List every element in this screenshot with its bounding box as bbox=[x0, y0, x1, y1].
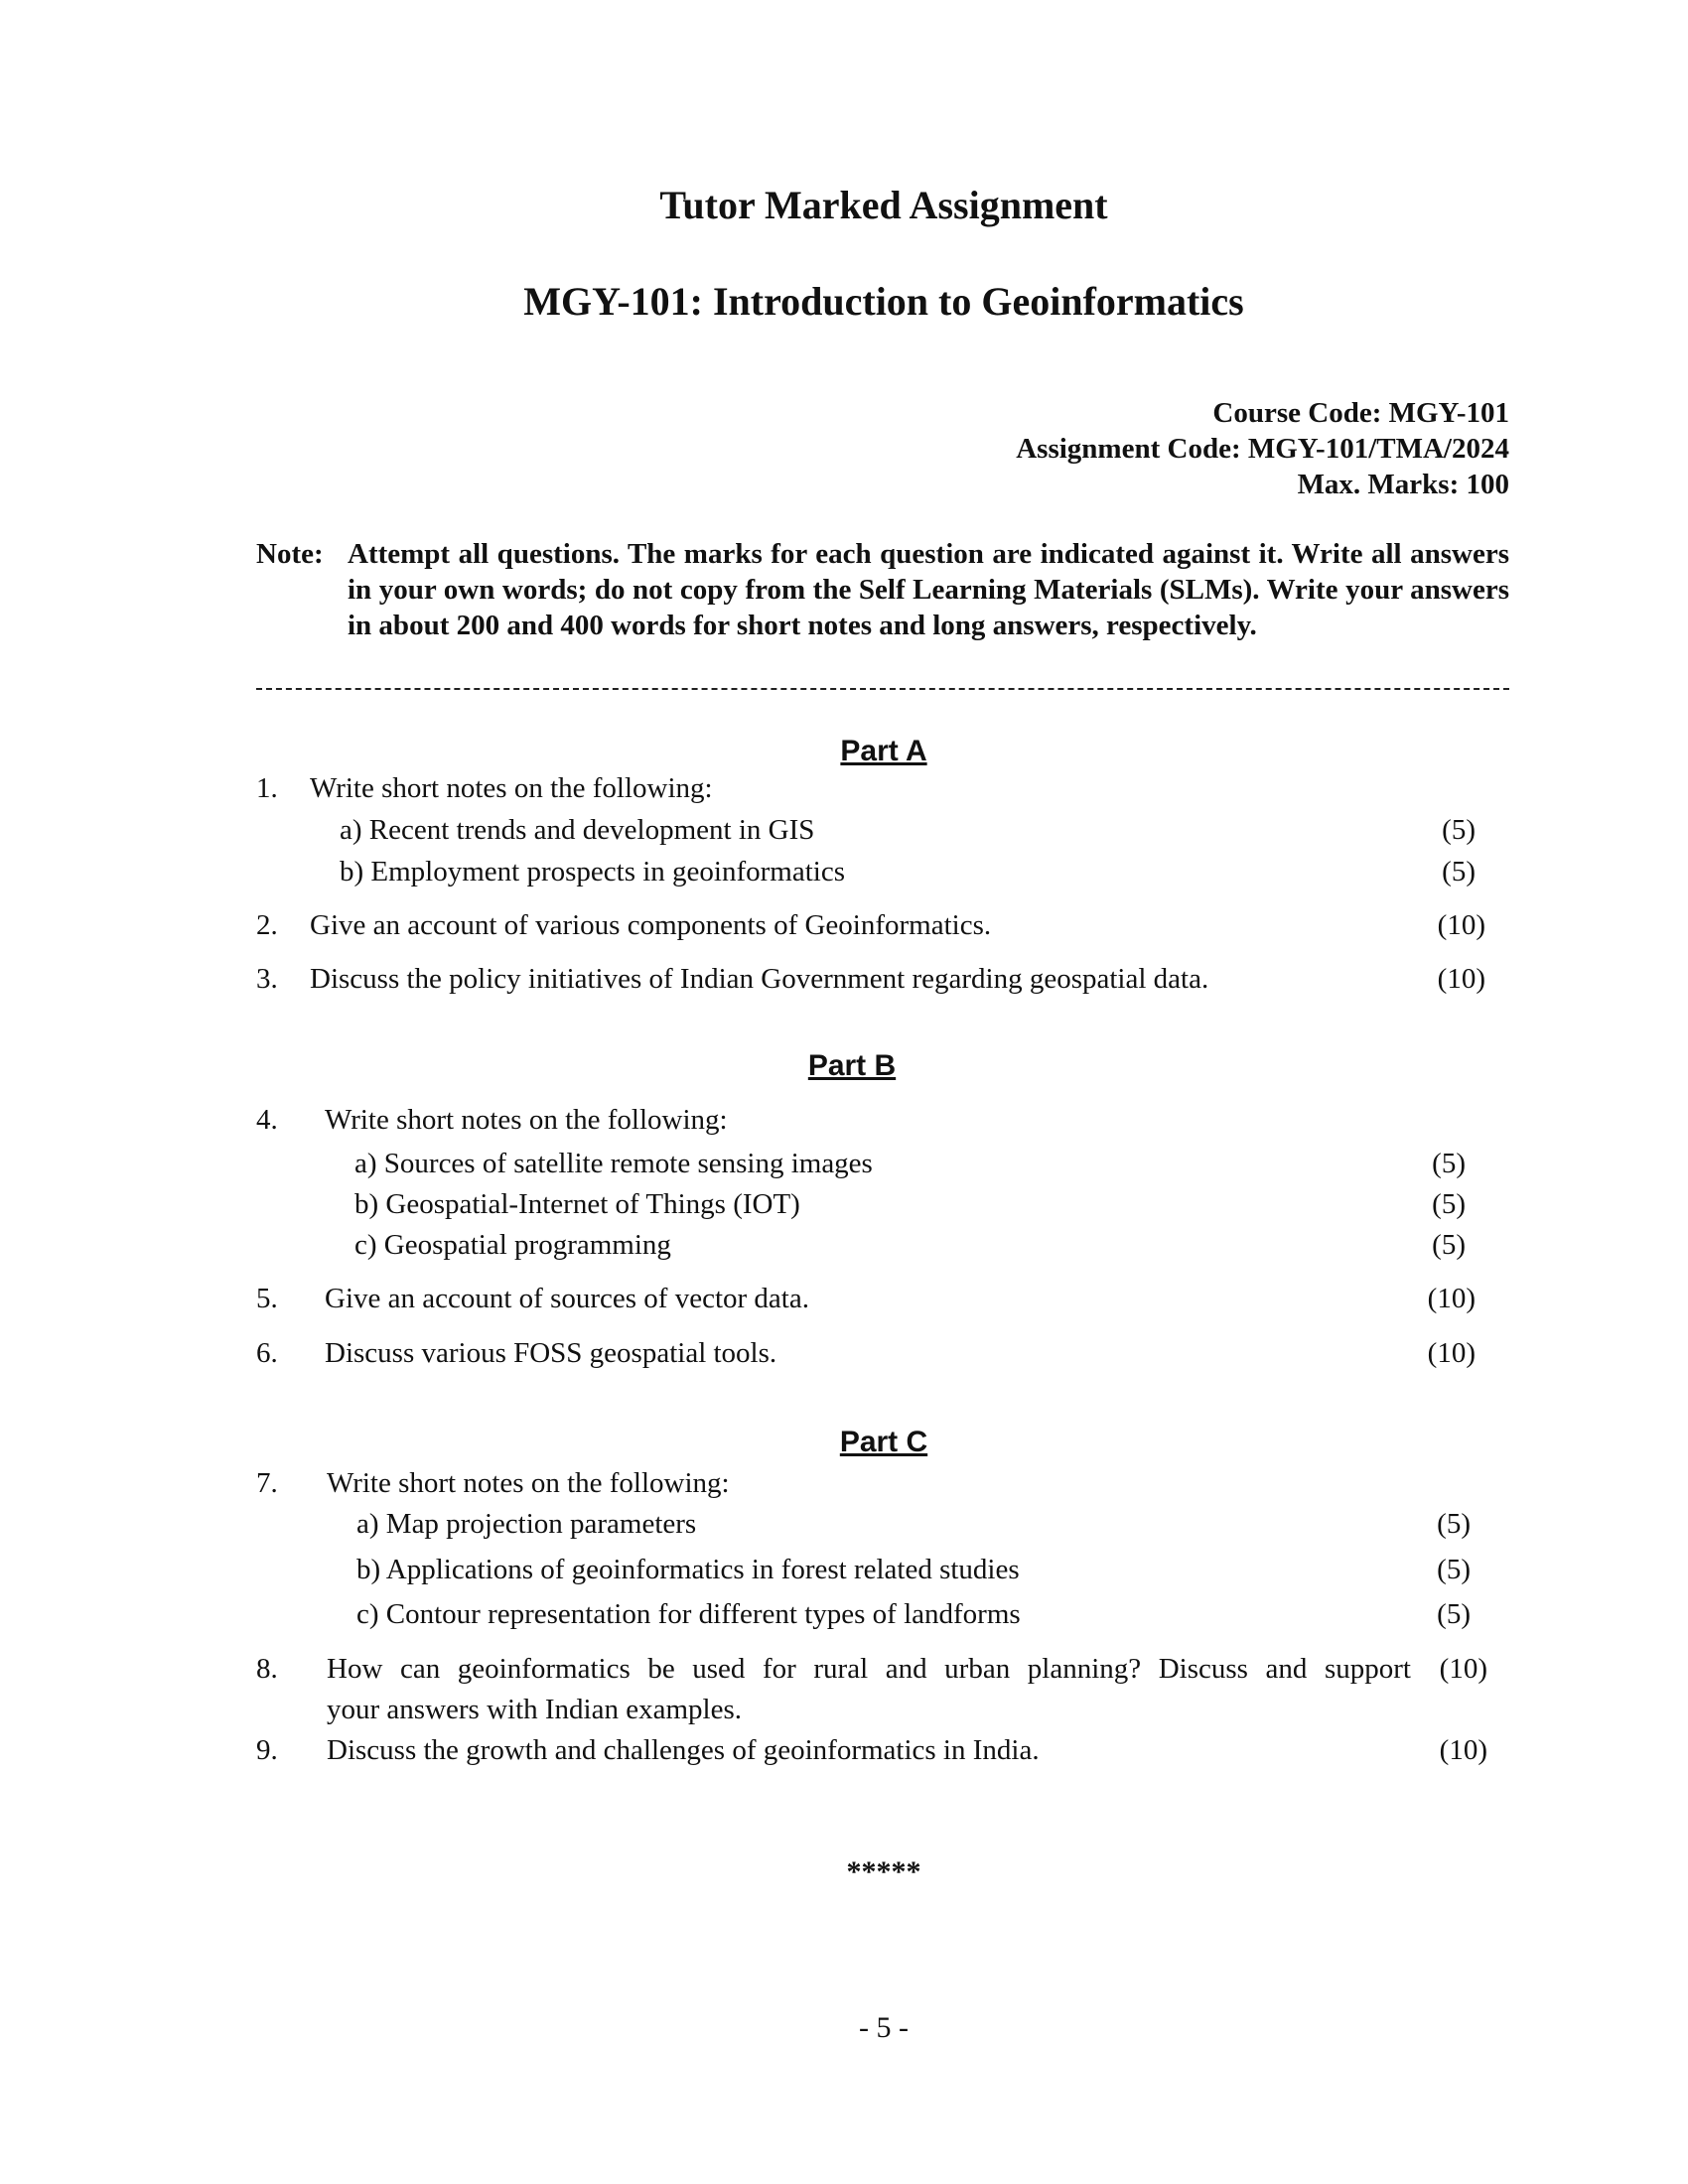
course-code: Course Code: MGY-101 bbox=[1212, 397, 1509, 429]
question-text: Give an account of sources of vector data. bbox=[325, 1283, 809, 1314]
subpart-marks: (5) bbox=[1437, 1598, 1471, 1630]
question-text-continued: your answers with Indian examples. bbox=[327, 1694, 742, 1725]
question-number: 4. bbox=[256, 1104, 278, 1136]
subpart-marks: (5) bbox=[1432, 1148, 1466, 1179]
question-number: 7. bbox=[256, 1467, 278, 1499]
subpart-text: c) Geospatial programming bbox=[354, 1229, 671, 1261]
part-b-heading: Part B bbox=[807, 1049, 897, 1082]
question-marks: (10) bbox=[1427, 1283, 1476, 1314]
question-number: 2. bbox=[256, 909, 278, 941]
divider bbox=[256, 688, 1509, 690]
part-c-heading: Part C bbox=[839, 1426, 928, 1458]
max-marks: Max. Marks: 100 bbox=[1297, 469, 1509, 500]
subpart-text: b) Geospatial-Internet of Things (IOT) bbox=[354, 1188, 800, 1220]
subpart-text: b) Employment prospects in geoinformatics bbox=[340, 856, 846, 887]
page-number: - 5 - bbox=[859, 2011, 909, 2044]
question-number: 3. bbox=[256, 963, 278, 995]
question-marks: (10) bbox=[1437, 909, 1485, 941]
note-label: Note: bbox=[256, 538, 324, 570]
question-marks: (10) bbox=[1437, 963, 1485, 995]
question-text: Write short notes on the following: bbox=[327, 1467, 730, 1499]
question-number: 1. bbox=[256, 772, 278, 804]
question-number: 5. bbox=[256, 1283, 278, 1314]
question-text: How can geoinformatics be used for rural and urban planning? Discuss and support bbox=[327, 1653, 1411, 1685]
end-marker: ***** bbox=[846, 1855, 921, 1888]
subpart-text: a) Sources of satellite remote sensing images bbox=[354, 1148, 873, 1179]
subpart-marks: (5) bbox=[1442, 856, 1476, 887]
subpart-text: b) Applications of geoinformatics in forest related studies bbox=[356, 1554, 1020, 1585]
question-number: 8. bbox=[256, 1653, 278, 1685]
question-text: Give an account of various components of Geoinformatics. bbox=[310, 909, 992, 941]
question-number: 6. bbox=[256, 1337, 278, 1369]
question-text: Discuss the policy initiatives of Indian Government regarding geospatial data. bbox=[310, 963, 1209, 995]
subpart-marks: (5) bbox=[1432, 1188, 1466, 1220]
note-text: Attempt all questions. The marks for each question are indicated against it. Write all answers in your own words; do not copy from the Self Learning Materials (SLMs). Write your answers in about 200 and 400 words for short notes and long answers, respectively. bbox=[348, 538, 1509, 641]
question-number: 9. bbox=[256, 1734, 278, 1766]
question-text: Discuss the growth and challenges of geoinformatics in India. bbox=[327, 1734, 1040, 1766]
subpart-marks: (5) bbox=[1432, 1229, 1466, 1261]
assignment-code: Assignment Code: MGY-101/TMA/2024 bbox=[1016, 433, 1509, 465]
question-marks: (10) bbox=[1427, 1337, 1476, 1369]
subpart-text: a) Recent trends and development in GIS bbox=[340, 814, 815, 846]
document-title: Tutor Marked Assignment bbox=[659, 183, 1108, 227]
subpart-text: a) Map projection parameters bbox=[356, 1508, 697, 1540]
subpart-marks: (5) bbox=[1442, 814, 1476, 846]
question-text: Discuss various FOSS geospatial tools. bbox=[325, 1337, 777, 1369]
part-a-heading: Part A bbox=[840, 735, 927, 767]
question-text: Write short notes on the following: bbox=[325, 1104, 728, 1136]
question-marks: (10) bbox=[1439, 1653, 1487, 1685]
question-text: Write short notes on the following: bbox=[310, 772, 713, 804]
question-marks: (10) bbox=[1439, 1734, 1487, 1766]
subpart-text: c) Contour representation for different types of landforms bbox=[356, 1598, 1021, 1630]
document-subtitle: MGY-101: Introduction to Geoinformatics bbox=[523, 279, 1244, 324]
subpart-marks: (5) bbox=[1437, 1554, 1471, 1585]
subpart-marks: (5) bbox=[1437, 1508, 1471, 1540]
